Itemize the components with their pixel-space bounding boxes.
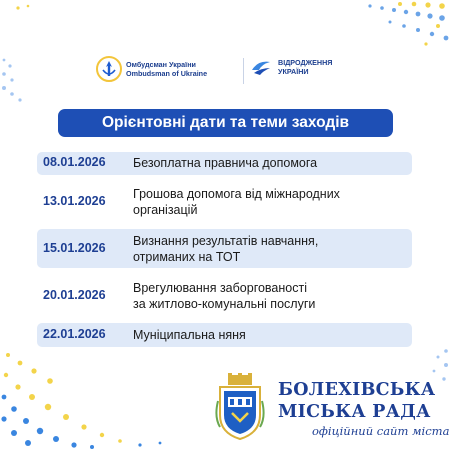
event-date: 22.01.2026 xyxy=(43,327,106,341)
event-topic xyxy=(133,233,318,265)
event-date: 15.01.2026 xyxy=(43,241,106,255)
city-council-name-line2: МІСЬКА РАДА xyxy=(278,402,431,422)
event-topic-line: отриманих на ТОТ xyxy=(133,250,241,264)
event-date: 20.01.2026 xyxy=(43,288,106,302)
city-council-name-line1: БОЛЕХІВСЬКА xyxy=(278,380,436,400)
event-topic xyxy=(133,280,315,312)
ombudsman-logo xyxy=(96,56,207,82)
event-topic-line: Врегулювання заборгованості xyxy=(133,281,307,295)
event-date: 13.01.2026 xyxy=(43,194,106,208)
event-topic-line: Грошова допомога від міжнародних xyxy=(133,187,340,201)
bottom-left-decoration xyxy=(0,345,210,450)
revival-name-line1: ВІДРОДЖЕННЯ xyxy=(278,58,333,67)
event-topic-line: Визнання результатів навчання, xyxy=(133,234,319,248)
ombudsman-name-en: Ombudsman of Ukraine xyxy=(126,69,208,78)
city-council-subtitle: офіційний сайт міста xyxy=(312,424,450,438)
revival-name-line2: УКРАЇНИ xyxy=(278,67,309,76)
event-row xyxy=(37,183,412,221)
event-row xyxy=(37,276,412,314)
event-topic-line: організацій xyxy=(133,203,198,217)
event-topic: Безоплатна правнича допомога xyxy=(133,156,318,170)
top-left-decoration xyxy=(0,0,90,110)
revival-logo-icon xyxy=(250,56,272,78)
event-row xyxy=(37,323,412,347)
partner-logos xyxy=(0,56,450,92)
event-topic-line: за житлово-комунальні послуги xyxy=(133,297,316,311)
event-row xyxy=(37,229,412,268)
ombudsman-name-ua: Омбудсман України xyxy=(126,60,196,69)
event-row xyxy=(37,152,412,175)
page-title: Орієнтовні дати та теми заходів xyxy=(58,109,393,137)
ombudsman-logo-icon xyxy=(96,56,122,82)
event-date: 08.01.2026 xyxy=(43,155,106,169)
city-coat-of-arms-icon xyxy=(214,373,266,441)
event-topic: Муніципальна няня xyxy=(133,328,246,342)
revival-logo xyxy=(250,56,332,78)
city-council-name xyxy=(278,379,435,423)
logo-divider xyxy=(243,58,244,84)
event-topic xyxy=(133,186,340,218)
